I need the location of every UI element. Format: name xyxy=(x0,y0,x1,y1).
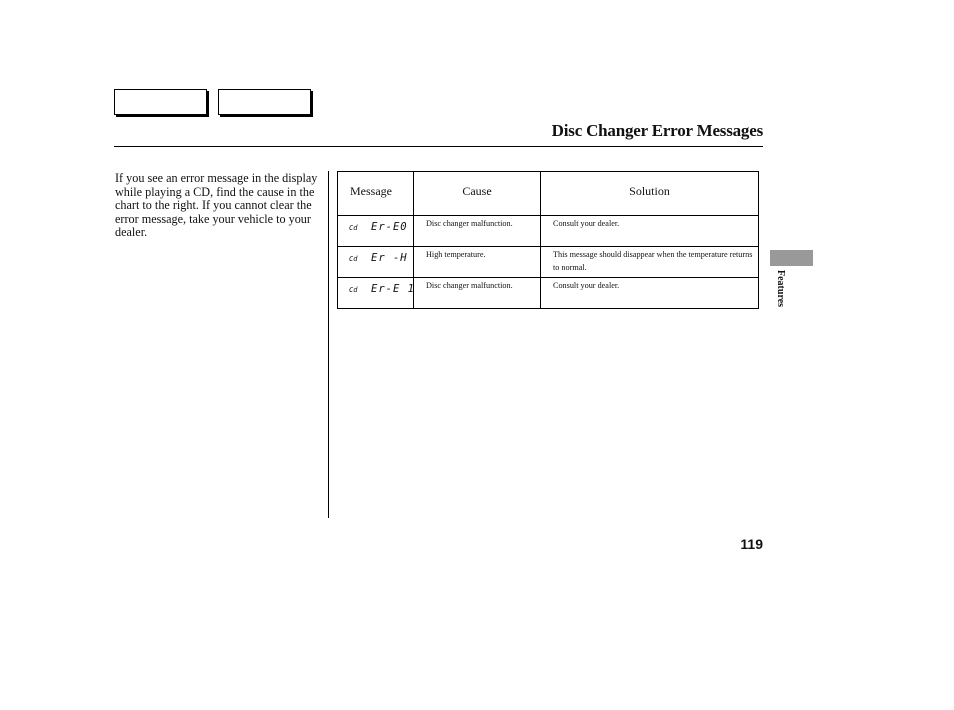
cause-cell: Disc changer malfunction. xyxy=(414,278,541,309)
error-code: Er -H xyxy=(371,252,408,264)
solution-cell: This message should disappear when the temperature returns to normal. xyxy=(541,247,759,278)
header-message: Message xyxy=(338,172,414,216)
display-prefix: Cd xyxy=(349,286,358,294)
page-number: 119 xyxy=(740,536,763,552)
message-cell xyxy=(338,278,414,309)
solution-cell: Consult your dealer. xyxy=(541,216,759,247)
solution-cell: Consult your dealer. xyxy=(541,278,759,309)
table-row xyxy=(338,247,759,278)
section-tab[interactable] xyxy=(770,250,813,266)
display-prefix: Cd xyxy=(349,224,358,232)
message-cell xyxy=(338,247,414,278)
table-row xyxy=(338,216,759,247)
display-prefix: Cd xyxy=(349,255,358,263)
error-code: Er-E0 xyxy=(371,221,408,233)
header-solution: Solution xyxy=(541,172,759,216)
table-row xyxy=(338,278,759,309)
nav-button-index[interactable] xyxy=(218,89,311,115)
error-code: Er-E 1 xyxy=(371,283,415,295)
page-title: Disc Changer Error Messages xyxy=(551,121,763,140)
section-label: Features xyxy=(775,270,786,308)
table-header-row xyxy=(338,172,759,216)
intro-paragraph: If you see an error message in the display while playing a CD, find the cause in the chart to the right. If you cannot clear the error message, take your vehicle to your dealer. xyxy=(115,171,318,240)
header-cause: Cause xyxy=(414,172,541,216)
cause-cell: High temperature. xyxy=(414,247,541,278)
message-cell xyxy=(338,216,414,247)
title-divider xyxy=(114,146,763,147)
nav-button-contents[interactable] xyxy=(114,89,207,115)
cause-cell: Disc changer malfunction. xyxy=(414,216,541,247)
error-message-table xyxy=(337,171,759,309)
column-divider xyxy=(328,171,329,518)
